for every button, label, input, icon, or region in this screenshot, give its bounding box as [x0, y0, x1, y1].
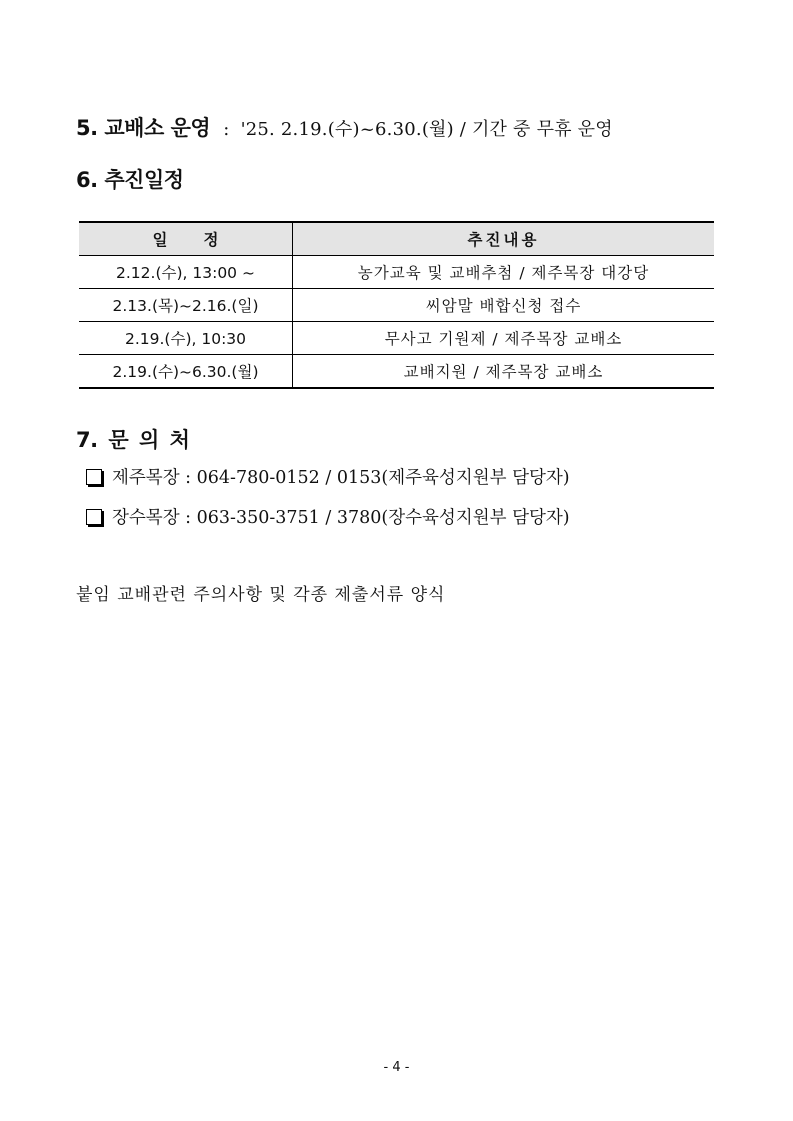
page-number: - 4 - — [383, 1060, 410, 1075]
schedule-table — [79, 221, 714, 389]
checkbox-bullet-icon — [86, 509, 102, 525]
section-5-title: 5. 교배소 운영 — [76, 116, 211, 140]
table-row — [79, 256, 714, 289]
cell-content: 무사고 기원제 / 제주목장 교배소 — [293, 322, 715, 355]
header-content: 추진내용 — [293, 222, 715, 256]
section-5-detail: '25. 2.19.(수)~6.30.(월) / 기간 중 무휴 운영 — [240, 119, 613, 140]
cell-date: 2.19.(수)~6.30.(월) — [79, 355, 293, 389]
section-6-title: 6. 추진일정 — [76, 168, 184, 192]
cell-date: 2.19.(수), 10:30 — [79, 322, 293, 355]
cell-date: 2.12.(수), 13:00 ~ — [79, 256, 293, 289]
contact-item — [86, 504, 570, 529]
cell-content: 농가교육 및 교배추첨 / 제주목장 대강당 — [293, 256, 715, 289]
table-row — [79, 355, 714, 389]
section-5-heading — [76, 112, 613, 142]
schedule-header-row — [79, 222, 714, 256]
cell-content: 교배지원 / 제주목장 교배소 — [293, 355, 715, 389]
cell-date: 2.13.(목)~2.16.(일) — [79, 289, 293, 322]
section-7-title: 7. 문 의 처 — [76, 428, 190, 452]
table-row — [79, 322, 714, 355]
contact-text: 장수목장 : 063-350-3751 / 3780(장수육성지원부 담당자) — [112, 508, 570, 528]
checkbox-bullet-icon — [86, 469, 102, 485]
attachment-note: 붙임 교배관련 주의사항 및 각종 제출서류 양식 — [76, 585, 446, 605]
header-date: 일정 — [79, 222, 293, 256]
cell-content: 씨암말 배합신청 접수 — [293, 289, 715, 322]
contact-text: 제주목장 : 064-780-0152 / 0153(제주육성지원부 담당자) — [112, 468, 570, 488]
table-row — [79, 289, 714, 322]
section-5-separator: : — [223, 119, 230, 140]
contact-item — [86, 464, 570, 489]
